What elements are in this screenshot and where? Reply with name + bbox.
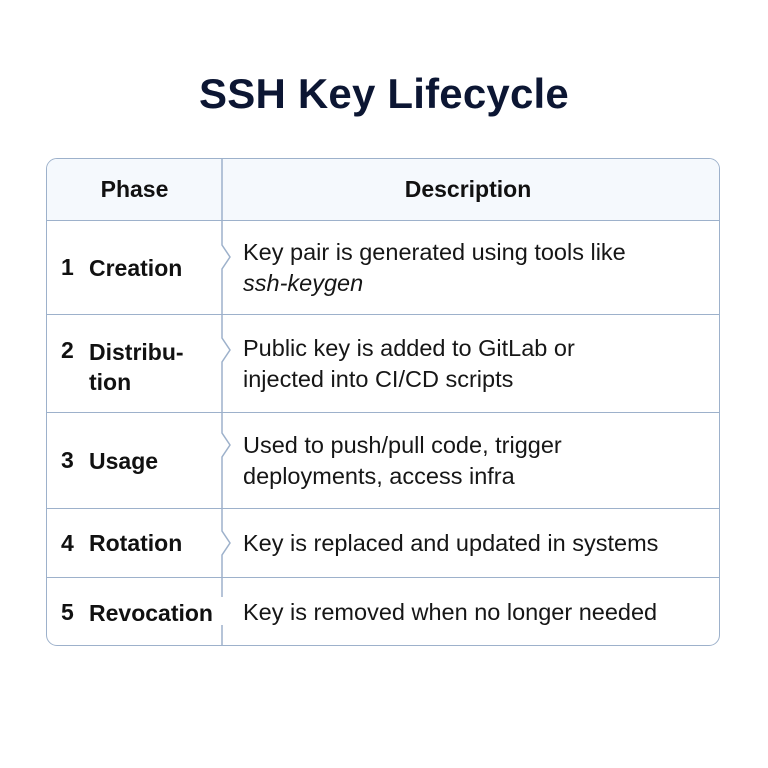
table-header-row [47,159,719,220]
phase-name: Revocation [89,599,213,626]
column-header-description: Description [404,176,532,202]
table-row [47,314,719,412]
phase-name [89,337,184,397]
description-line: Key pair is generated using tools like [243,238,626,265]
phase-description [243,430,562,492]
phase-number: 1 [61,254,74,280]
phase-description [243,237,626,299]
column-header-phase: Phase [100,176,169,202]
table-row [47,508,719,577]
lifecycle-table [46,158,720,646]
description-line: injected into CI/CD scripts [243,365,514,392]
page-title: SSH Key Lifecycle [199,70,569,117]
phase-description: Key is removed when no longer needed [243,599,658,625]
phase-description: Key is replaced and updated in systems [243,529,659,556]
description-line: deployments, access infra [243,462,515,489]
table-row [47,220,719,314]
description-line: Public key is added to GitLab or [243,334,575,361]
phase-number: 4 [61,529,74,556]
phase-name: Creation [89,254,183,281]
phase-number: 5 [61,599,74,625]
phase-name: Rotation [89,530,183,556]
phase-description [243,333,575,395]
table-row [47,412,719,508]
phase-name-line: tion [89,369,132,395]
phase-number: 2 [61,337,74,363]
description-line: Used to push/pull code, trigger [243,431,562,458]
phase-name-line: Distribu- [89,339,184,365]
table-row [47,577,719,646]
command-name: ssh-keygen [243,269,364,296]
phase-name: Usage [89,447,159,474]
phase-number: 3 [61,447,74,473]
